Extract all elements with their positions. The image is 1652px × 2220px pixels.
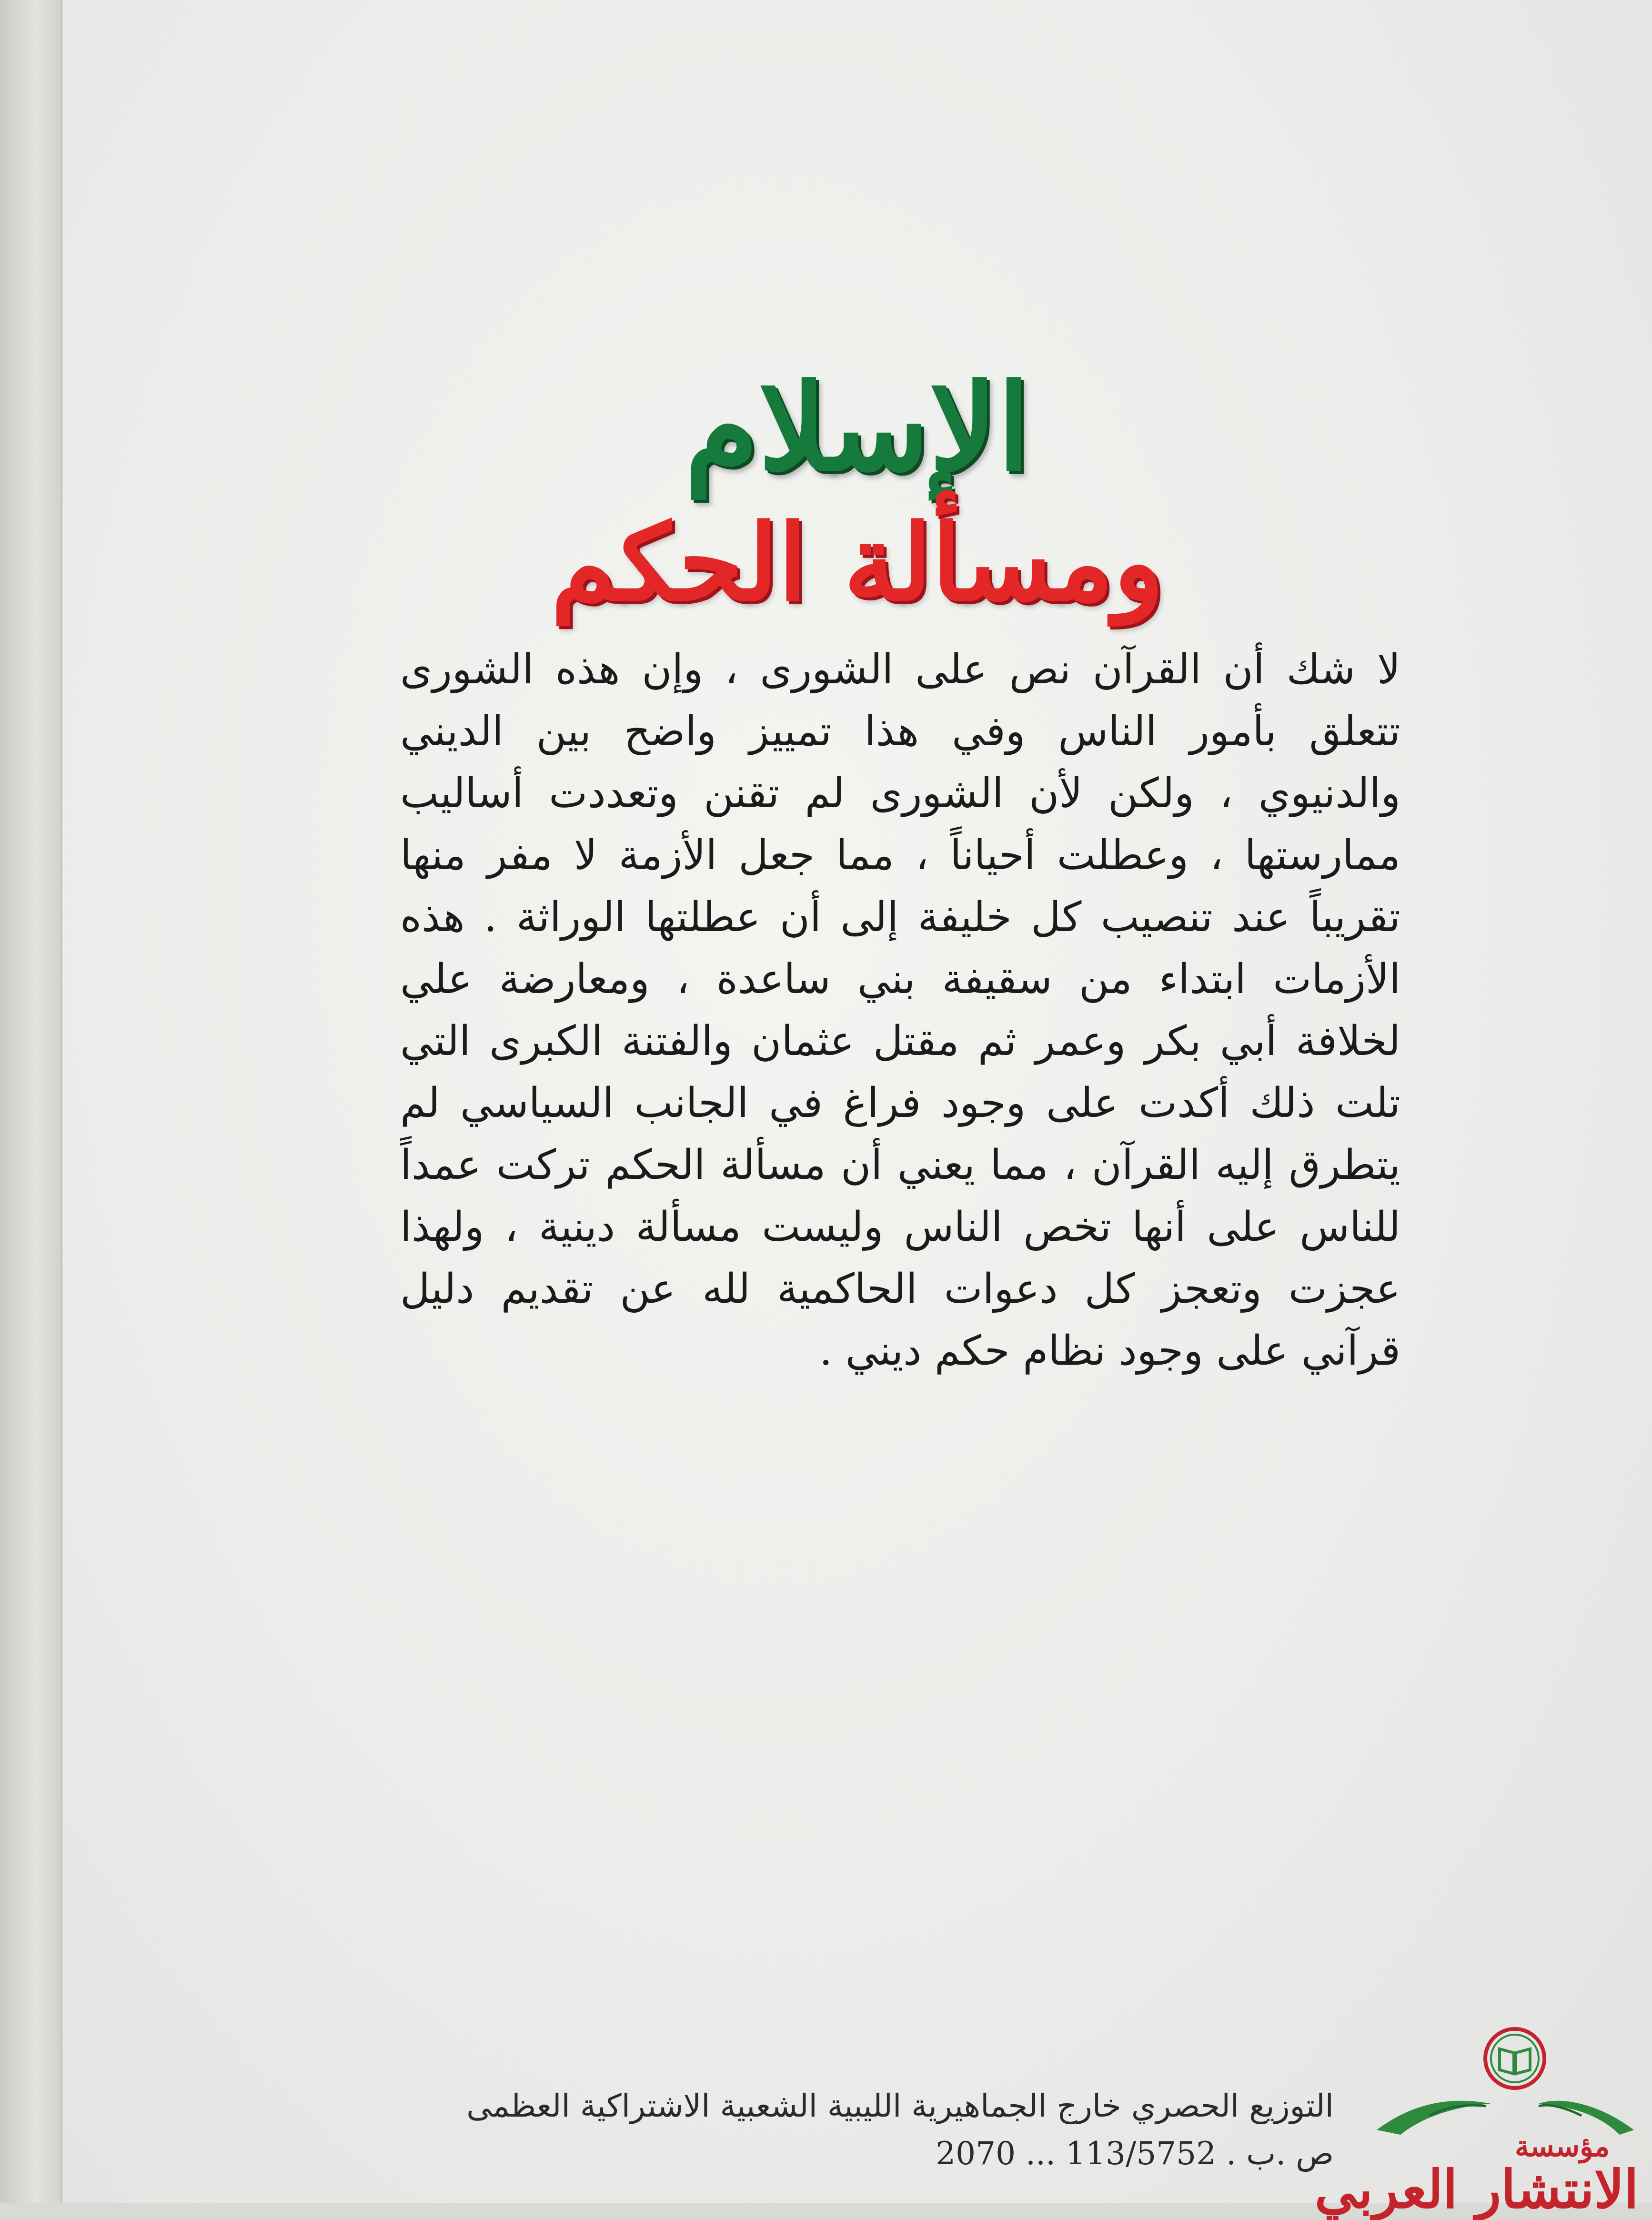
blurb-line: لا شك أن القرآن نص على الشورى ، وإن هذه الشورى: [400, 646, 1400, 693]
book-subtitle: ومسألة الحكم: [551, 501, 1164, 624]
book-title: الإسلام: [685, 357, 1030, 497]
blurb-line: للناس على أنها تخص الناس وليست مسألة دينية ، ولهذا: [400, 1203, 1400, 1251]
blurb-text: [400, 639, 1400, 1592]
book-emblem-icon: [1372, 2020, 1639, 2144]
blurb-line: يتطرق إليه القرآن ، مما يعني أن مسألة الحكم تركت عمداً: [400, 1141, 1400, 1189]
postal-line: ص .ب . 113/5752 ... 2070: [936, 2135, 1334, 2172]
blurb-line: عجزت وتعجز كل دعوات الحاكمية لله عن تقديم دليل: [400, 1265, 1400, 1313]
book-spine: [0, 0, 62, 2203]
blurb-line: تلت ذلك أكدت على وجود فراغ في الجانب السياسي لم: [400, 1079, 1400, 1127]
publisher-prefix: مؤسسة: [1515, 2130, 1610, 2163]
blurb-line: لخلافة أبي بكر وعمر ثم مقتل عثمان والفتنة الكبرى التي: [400, 1017, 1400, 1065]
blurb-line: تتعلق بأمور الناس وفي هذا تمييز واضح بين الديني: [400, 708, 1400, 755]
blurb-line: تقريباً عند تنصيب كل خليفة إلى أن عطلتها الوراثة . هذه: [400, 893, 1400, 941]
distribution-line: التوزيع الحصري خارج الجماهيرية الليبية الشعبية الاشتراكية العظمى: [466, 2088, 1334, 2124]
blurb-line: ممارستها ، وعطلت أحياناً ، مما جعل الأزمة لا مفر منها: [400, 831, 1400, 879]
publisher-logo: [1314, 2020, 1639, 2220]
blurb-line: الأزمات ابتداء من سقيفة بني ساعدة ، ومعارضة علي: [400, 955, 1400, 1003]
blurb-line: قرآني على وجود نظام حكم ديني .: [819, 1327, 1400, 1375]
distribution-notice: [467, 2082, 1334, 2178]
publisher-name: الانتشار العربي: [1314, 2159, 1639, 2220]
blurb-line: والدنيوي ، ولكن لأن الشورى لم تقنن وتعددت أساليب: [400, 770, 1400, 817]
